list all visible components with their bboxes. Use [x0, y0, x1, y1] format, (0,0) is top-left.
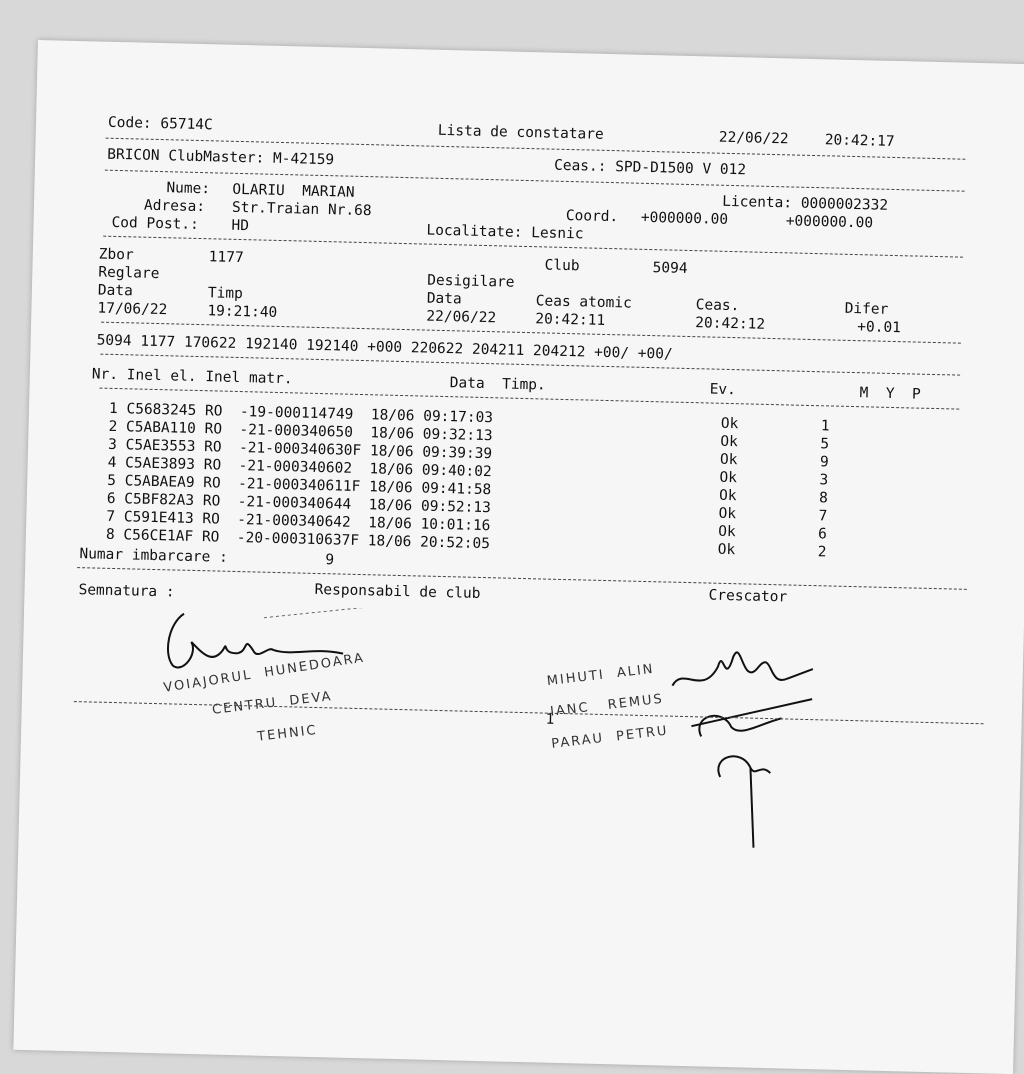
- club-number: 5094: [652, 260, 688, 277]
- col-header-datetime: Data Timp.: [449, 375, 546, 394]
- desig-date: 22/06/22: [426, 308, 497, 327]
- stamp-number: 1: [545, 711, 555, 728]
- table-row-event: Ok: [717, 523, 736, 541]
- breeder-signature: [658, 625, 824, 859]
- table-row: 1 C5683245 RO -19-000114749 18/06 09:17:03: [108, 400, 494, 427]
- table-row-event: Ok: [719, 469, 738, 487]
- table-row: 3 C5AE3553 RO -21-000340630F 18/06 09:39:39: [107, 436, 493, 463]
- table-row-position: 2: [817, 544, 827, 561]
- flight-number: 1177: [208, 249, 244, 267]
- report-time: 20:42:17: [824, 132, 895, 150]
- clock-label: Ceas.: [695, 297, 740, 315]
- table-row-event: Ok: [718, 505, 737, 523]
- stamp-line: TEHNIC: [256, 722, 319, 745]
- col-header-rings: Nr. Inel el. Inel matr.: [91, 366, 293, 388]
- col-header-myp: M Y P: [859, 385, 921, 403]
- postal-label: Cod Post.:: [111, 214, 200, 233]
- table-row-position: 1: [820, 418, 830, 435]
- boarding-count-label: Numar imbarcare :: [79, 546, 229, 566]
- table-row-event: Ok: [718, 487, 737, 505]
- clock-id: Ceas.: SPD-D1500 V 012: [553, 157, 747, 179]
- license-number: Licenta: 0000002332: [722, 193, 889, 214]
- address-label: Adresa:: [143, 197, 206, 216]
- table-row: 7 C591E413 RO -21-000340642 18/06 10:01:16: [106, 508, 491, 535]
- desig-date-label: Data: [426, 290, 462, 308]
- coord-lat: +000000.00: [640, 209, 729, 228]
- table-row: 6 C5BF82A3 RO -21-000340644 18/06 09:52:13: [106, 490, 492, 517]
- reglare-time: 19:21:40: [207, 303, 278, 321]
- reglare-time-label: Timp: [207, 285, 243, 303]
- name-label: Nume:: [166, 180, 211, 198]
- report-title: Lista de constatare: [437, 122, 604, 143]
- stamp-line: CENTRU DEVA: [211, 689, 334, 718]
- atomic-time: 20:42:11: [535, 311, 606, 329]
- stamp-line: MIHUTI ALIN: [546, 661, 656, 690]
- clubmaster-id: BRICON ClubMaster: M-42159: [107, 146, 335, 169]
- table-row: 8 C56CE1AF RO -20-000310637F 18/06 20:52:05: [105, 526, 491, 553]
- club-label: Club: [544, 257, 580, 275]
- coord-lon: +000000.00: [785, 213, 874, 232]
- breeder-label: Crescator: [708, 587, 788, 606]
- stamp-line: PARAU PETRU: [550, 723, 670, 752]
- reglare-label: Reglare: [98, 264, 160, 283]
- col-header-event: Ev.: [709, 381, 737, 399]
- flight-label: Zbor: [98, 246, 134, 264]
- code-line: 5094 1177 170622 192140 192140 +000 220622 204211 204212 +00/ +00/: [96, 332, 673, 363]
- table-row-event: Ok: [717, 541, 736, 559]
- difference-value: +0.01: [857, 319, 902, 337]
- table-row-event: Ok: [720, 433, 739, 451]
- divider: [74, 701, 984, 724]
- difference-label: Difer: [844, 300, 889, 318]
- report-sheet: [13, 40, 1024, 1074]
- table-row-position: 9: [819, 454, 829, 471]
- postal-code: HD: [231, 217, 250, 235]
- table-row: 2 C5ABA110 RO -21-000340650 18/06 09:32:13: [108, 418, 493, 445]
- desigilare-label: Desigilare: [427, 272, 515, 291]
- divider: [77, 567, 967, 590]
- owner-address: Str.Traian Nr.68: [231, 199, 372, 220]
- table-row-position: 8: [818, 490, 828, 507]
- stamp-line: VOIAJORUL HUNEDOARA: [162, 650, 366, 696]
- report-code: Code: 65714C: [107, 114, 213, 134]
- table-row-event: Ok: [720, 415, 739, 433]
- table-row-position: 5: [820, 436, 830, 453]
- signature-label: Semnatura :: [78, 582, 175, 601]
- atomic-clock-label: Ceas atomic: [535, 293, 632, 312]
- club-responsible-label: Responsabil de club: [314, 581, 481, 602]
- table-row: 4 C5AE3893 RO -21-000340602 18/06 09:40:02: [107, 454, 492, 481]
- owner-name: OLARIU MARIAN: [232, 181, 355, 201]
- report-date: 22/06/22: [718, 129, 789, 148]
- stamp-line: IANC REMUS: [549, 691, 665, 720]
- boarding-count: 9: [325, 552, 335, 569]
- table-row: 5 C5ABAEA9 RO -21-000340611F 18/06 09:41:58: [107, 472, 492, 499]
- table-row-event: Ok: [719, 451, 738, 469]
- table-row-position: 7: [818, 508, 828, 525]
- locality: Localitate: Lesnic: [426, 222, 584, 243]
- reglare-date-label: Data: [97, 282, 134, 300]
- coord-label: Coord.: [565, 207, 619, 226]
- table-row-position: 3: [819, 472, 829, 489]
- reglare-date: 17/06/22: [97, 300, 168, 319]
- clock-time: 20:42:12: [695, 315, 766, 333]
- table-row-position: 6: [817, 526, 828, 543]
